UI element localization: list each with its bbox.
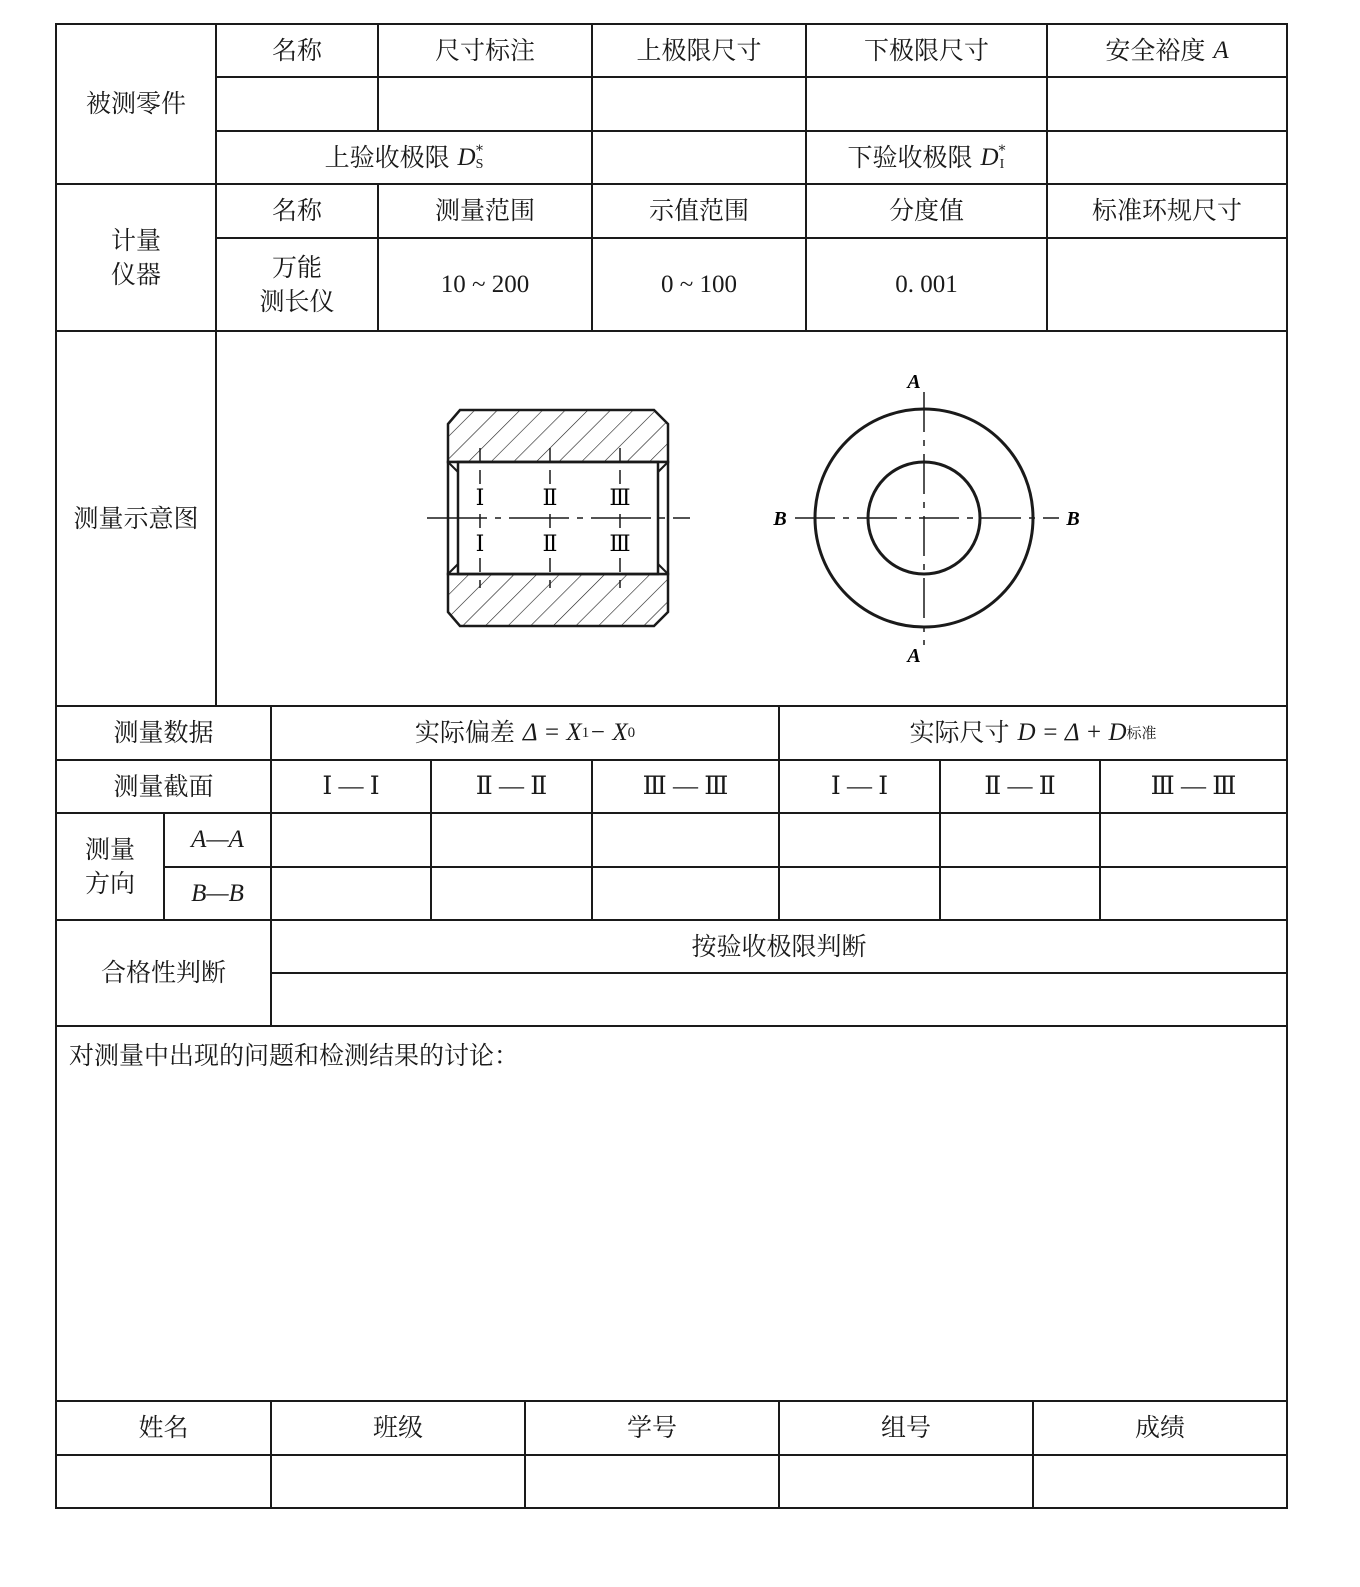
axis-label-b-right: B xyxy=(1066,508,1080,530)
instrument-header-range: 测量范围 xyxy=(377,183,593,239)
footer-name-value[interactable] xyxy=(55,1454,272,1509)
part-name-value[interactable] xyxy=(215,76,379,132)
data-cell-bb-1[interactable] xyxy=(270,866,432,921)
judgement-title: 合格性判断 xyxy=(55,919,272,1027)
instrument-name-value: 万能 测长仪 xyxy=(215,237,379,332)
footer-score-value[interactable] xyxy=(1032,1454,1288,1509)
measurement-diagram xyxy=(217,332,1286,705)
instrument-header-division: 分度值 xyxy=(805,183,1048,239)
section-col-5: Ⅱ — Ⅱ xyxy=(939,759,1101,814)
part-header-dimension: 尺寸标注 xyxy=(377,23,593,78)
discussion-area[interactable] xyxy=(55,1025,1288,1402)
part-header-lower-limit: 下极限尺寸 xyxy=(805,23,1048,78)
deviation-header: 实际偏差 Δ = X 1 − X 0 xyxy=(270,705,780,761)
data-cell-bb-4[interactable] xyxy=(778,866,941,921)
part-lower-limit-value[interactable] xyxy=(805,76,1048,132)
data-cell-aa-3[interactable] xyxy=(591,812,780,868)
data-cell-aa-6[interactable] xyxy=(1099,812,1288,868)
part-safety-margin-value[interactable] xyxy=(1046,76,1288,132)
part-upper-limit-value[interactable] xyxy=(591,76,807,132)
instrument-title: 计量 仪器 xyxy=(55,183,217,332)
data-cell-aa-4[interactable] xyxy=(778,812,941,868)
section-label-2-upper: Ⅱ xyxy=(542,485,558,510)
footer-class-value[interactable] xyxy=(270,1454,526,1509)
axis-label-a-bottom: A xyxy=(907,645,921,667)
discussion-label: 对测量中出现的问题和检测结果的讨论： xyxy=(69,1041,520,1070)
lower-acceptance-label: 下验收极限 D * I xyxy=(805,130,1048,185)
footer-group-value[interactable] xyxy=(778,1454,1034,1509)
bushing-section-view xyxy=(427,410,690,626)
section-col-1: Ⅰ — Ⅰ xyxy=(270,759,432,814)
data-cell-bb-5[interactable] xyxy=(939,866,1101,921)
data-title: 测量数据 xyxy=(55,705,272,761)
data-cell-aa-2[interactable] xyxy=(430,812,593,868)
section-col-2: Ⅱ — Ⅱ xyxy=(430,759,593,814)
instrument-division-value: 0. 001 xyxy=(805,237,1048,332)
part-header-name: 名称 xyxy=(215,23,379,78)
axis-label-a-top: A xyxy=(907,371,921,393)
footer-header-group: 组号 xyxy=(778,1400,1034,1456)
direction-a-a: A—A xyxy=(163,812,272,868)
footer-header-student-id: 学号 xyxy=(524,1400,780,1456)
section-label-1-upper: Ⅰ xyxy=(475,485,485,510)
section-col-6: Ⅲ — Ⅲ xyxy=(1099,759,1288,814)
data-cell-bb-2[interactable] xyxy=(430,866,593,921)
data-cell-bb-3[interactable] xyxy=(591,866,780,921)
bushing-end-view xyxy=(772,371,1079,667)
upper-acceptance-label: 上验收极限 D * S xyxy=(215,130,593,185)
axis-label-b-left: B xyxy=(773,508,787,530)
diagram-title: 测量示意图 xyxy=(55,330,217,707)
footer-header-score: 成绩 xyxy=(1032,1400,1288,1456)
footer-header-name: 姓名 xyxy=(55,1400,272,1456)
data-cell-aa-1[interactable] xyxy=(270,812,432,868)
diagram-area xyxy=(215,330,1288,707)
instrument-indication-value: 0 ~ 100 xyxy=(591,237,807,332)
data-cell-aa-5[interactable] xyxy=(939,812,1101,868)
footer-student-id-value[interactable] xyxy=(524,1454,780,1509)
direction-b-b: B—B xyxy=(163,866,272,921)
section-label-1-lower: Ⅰ xyxy=(475,531,485,556)
part-header-safety-margin: 安全裕度 A xyxy=(1046,23,1288,78)
lower-acceptance-value[interactable] xyxy=(1046,130,1288,185)
judgement-criterion: 按验收极限判断 xyxy=(270,919,1288,974)
part-dimension-value[interactable] xyxy=(377,76,593,132)
part-title: 被测零件 xyxy=(55,23,217,185)
section-col-4: Ⅰ — Ⅰ xyxy=(778,759,941,814)
section-label-3-lower: Ⅲ xyxy=(609,531,631,556)
footer-header-class: 班级 xyxy=(270,1400,526,1456)
actual-size-header: 实际尺寸 D = Δ + D 标准 xyxy=(778,705,1288,761)
upper-acceptance-value[interactable] xyxy=(591,130,807,185)
section-label-2-lower: Ⅱ xyxy=(542,531,558,556)
instrument-ring-gauge-value[interactable] xyxy=(1046,237,1288,332)
section-col-3: Ⅲ — Ⅲ xyxy=(591,759,780,814)
judgement-result[interactable] xyxy=(270,972,1288,1027)
instrument-header-ring-gauge: 标准环规尺寸 xyxy=(1046,183,1288,239)
sections-title: 测量截面 xyxy=(55,759,272,814)
data-cell-bb-6[interactable] xyxy=(1099,866,1288,921)
instrument-range-value: 10 ~ 200 xyxy=(377,237,593,332)
instrument-header-name: 名称 xyxy=(215,183,379,239)
section-label-3-upper: Ⅲ xyxy=(609,485,631,510)
instrument-header-indication: 示值范围 xyxy=(591,183,807,239)
part-header-upper-limit: 上极限尺寸 xyxy=(591,23,807,78)
direction-title: 测量 方向 xyxy=(55,812,165,921)
